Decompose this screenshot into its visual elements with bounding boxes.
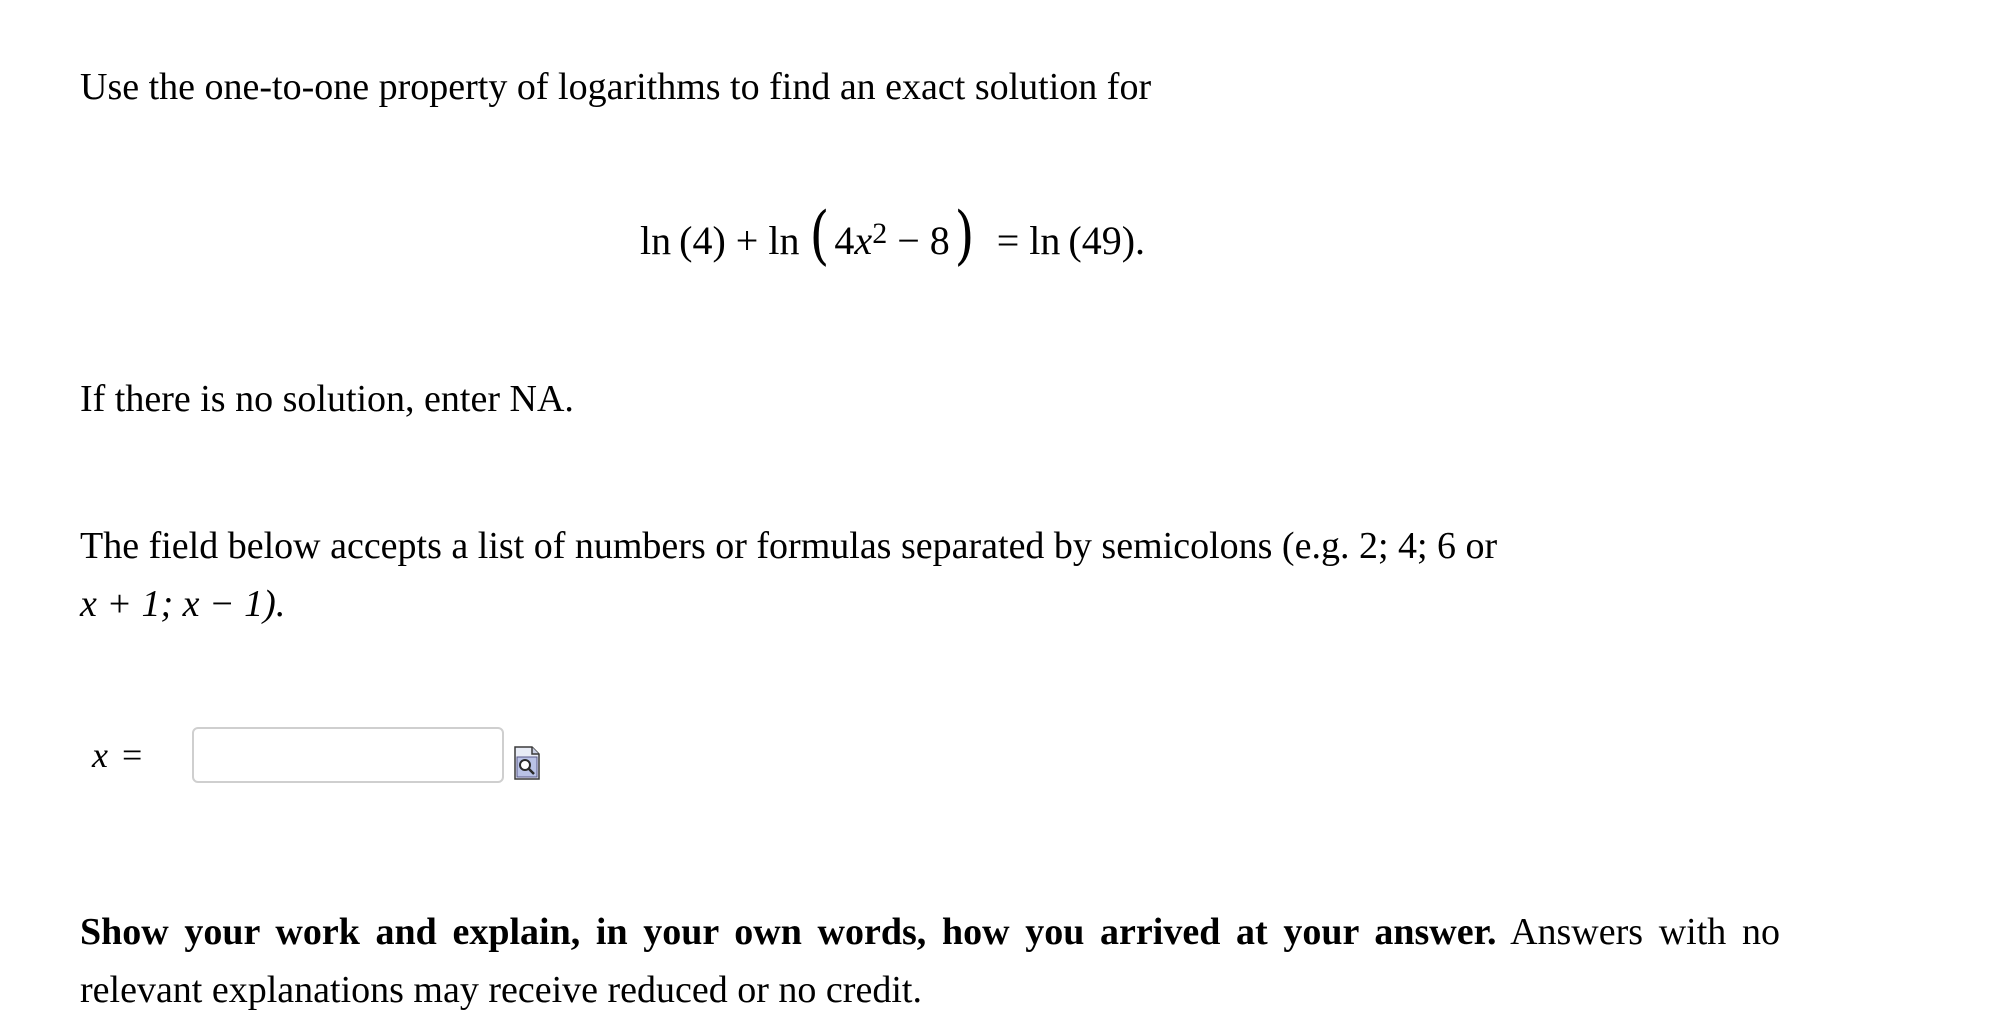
field-description-example: x + 1; x − 1). xyxy=(80,583,286,625)
field-description xyxy=(80,517,1780,633)
no-solution-note: If there is no solution, enter NA. xyxy=(80,378,574,420)
eq-open-paren: ( xyxy=(809,199,830,273)
eq-ln-2: ln xyxy=(768,217,800,263)
answer-input[interactable] xyxy=(192,727,504,783)
answer-label xyxy=(92,734,192,776)
eq-close-paren: ) xyxy=(954,199,975,273)
instructions-bold: Show your work and explain, in your own words, how you arrived at your answer. xyxy=(80,911,1497,953)
eq-plus: + xyxy=(735,217,759,263)
instructions xyxy=(80,903,1780,1019)
equation xyxy=(640,200,1145,280)
eq-exponent: 2 xyxy=(872,217,888,250)
eq-arg-1: (4) xyxy=(679,217,726,263)
answer-label-equals: = xyxy=(121,735,143,775)
question-intro: Use the one-to-one property of logarithms to find an exact solution for xyxy=(80,66,1152,108)
answer-label-var: x xyxy=(92,735,108,775)
preview-icon[interactable] xyxy=(514,746,540,780)
eq-ln-3: ln xyxy=(1029,217,1061,263)
answer-row xyxy=(92,724,540,786)
eq-ln-1: ln xyxy=(640,217,672,263)
instructions-normal: Answers with no relevant explanations may receive reduced or no credit. xyxy=(80,911,1780,1011)
eq-const: 8 xyxy=(929,217,950,263)
eq-coef: 4 xyxy=(834,217,855,263)
field-description-text: The field below accepts a list of numbers or formulas separated by semicolons (e.g. 2; 4; 6 or xyxy=(80,525,1498,567)
eq-arg-3: (49). xyxy=(1068,217,1146,263)
eq-equals: = xyxy=(996,217,1020,263)
eq-minus: − xyxy=(897,217,920,263)
eq-var: x xyxy=(854,217,873,263)
